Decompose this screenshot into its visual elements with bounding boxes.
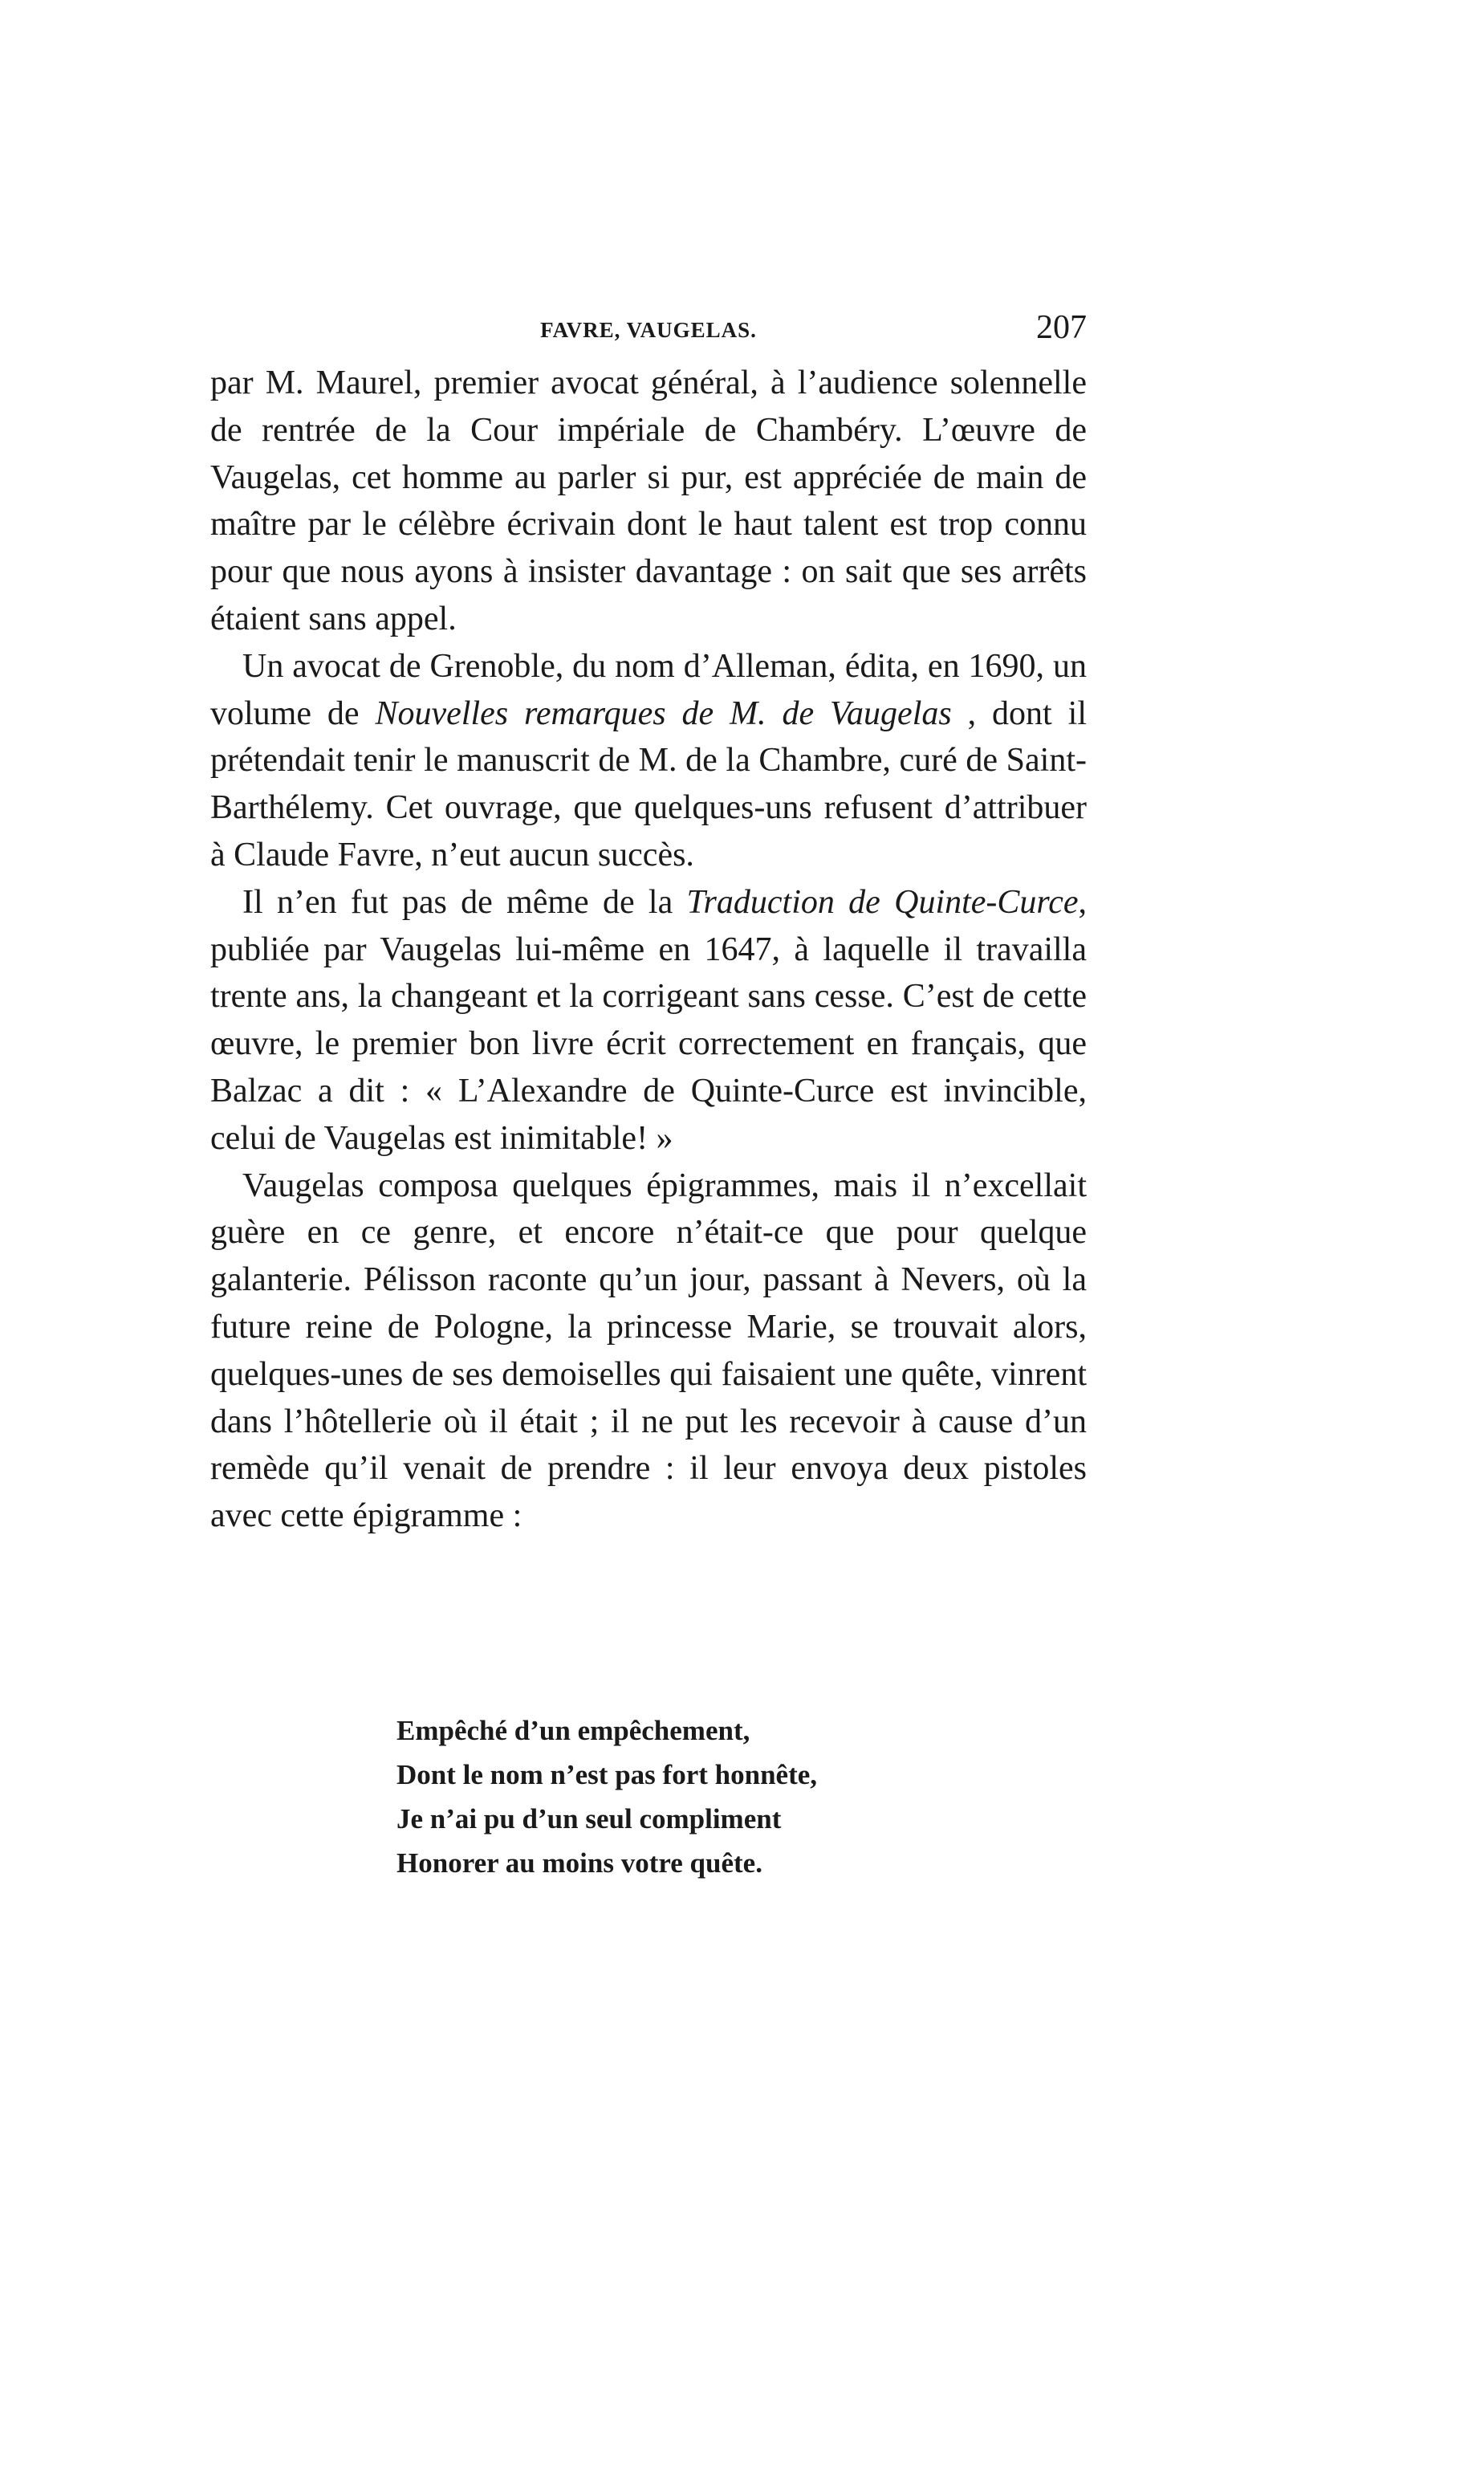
paragraph-1-text: par M. Maurel, premier avocat général, à l’audience solennelle de rentrée de la Cour impériale de Chambéry. L’œuvre de Vaugelas, cet homme au parler si pur, est appréciée de main de maître par le célèbre écrivain dont le haut talent est trop connu pour que nous ayons à insister davantage : on sait que ses arrêts étaient sans appel. — [210, 364, 1087, 637]
body-text — [210, 360, 1087, 1540]
epigram-line-1: Empêché d’un empêchement, — [396, 1715, 750, 1746]
page-number: 207 — [1036, 309, 1087, 346]
epigram-line-4: Honorer au moins votre quête. — [396, 1847, 762, 1879]
running-title: FAVRE, VAUGELAS. — [540, 318, 757, 342]
paragraph-4-text: Vaugelas composa quelques épigrammes, mais il n’excellait guère en ce genre, et encore n’était-ce que pour quelque galanterie. Pélisson raconte qu’un jour, passant à Nevers, où la future reine de Pologne, la princesse Marie, se trouvait alors, quelques-unes de ses demoiselles qui faisaient une quête, vinrent dans l’hôtellerie où il était ; il ne put les recevoir à cause d’un remède qu’il venait de prendre : il leur envoya deux pistoles avec cette épigramme : — [210, 1167, 1087, 1535]
paragraph-2-text-b: , dont il prétendait tenir le manuscrit de M. de la Chambre, curé de Saint-Barthélemy. Cet ouvrage, que quelques-uns refusent d’attribuer à Claude Favre, n’eut aucun succès. — [210, 694, 1087, 873]
book-title-nouvelles-remarques: Nouvelles remarques de M. de Vaugelas — [375, 694, 952, 732]
book-title-quinte-curce: Traduction de Quinte-Curce — [686, 883, 1079, 921]
epigram-line-3: Je n’ai pu d’un seul compliment — [396, 1803, 782, 1834]
paragraph-1 — [210, 360, 1087, 643]
paragraph-2 — [210, 643, 1087, 879]
paragraph-3 — [210, 879, 1087, 1163]
epigram-line-2: Dont le nom n’est pas fort honnête, — [396, 1759, 818, 1790]
paragraph-2-text-a: Un avocat de Grenoble, du nom d’Alleman, édita, en 1690, un volume de — [210, 647, 1087, 732]
paragraph-3-text-a: Il n’en fut pas de même de la — [242, 883, 687, 921]
paragraph-4 — [210, 1163, 1087, 1540]
epigram — [396, 1708, 958, 1885]
running-head — [210, 308, 1087, 356]
paragraph-3-text-b: , publiée par Vaugelas lui-même en 1647, à laquelle il travailla trente ans, la changeant et la corrigeant sans cesse. C’est de cette œuvre, le premier bon livre écrit correctement en français, que Balzac a dit : « L’Alexandre de Quinte-Curce est invincible, celui de Vaugelas est inimitable! » — [210, 883, 1087, 1157]
